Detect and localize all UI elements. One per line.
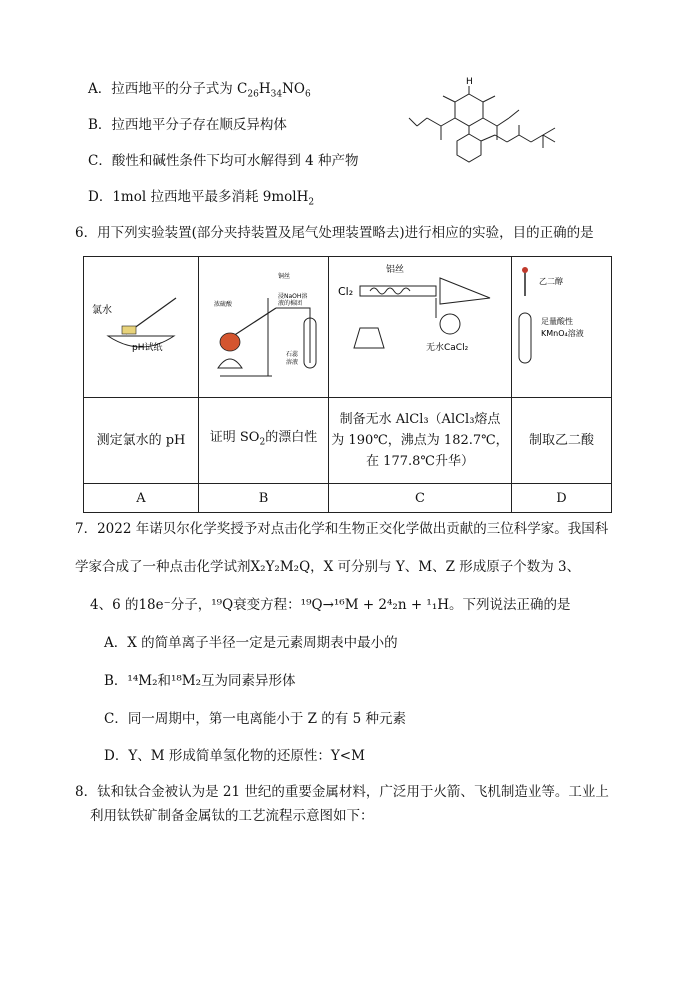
fig-d-label-glycol: 乙二醇 bbox=[538, 276, 563, 286]
apparatus-b-cell bbox=[199, 257, 329, 398]
desc-a: 测定氯水的 pH bbox=[84, 398, 199, 484]
desc-d: 制取乙二酸 bbox=[512, 398, 612, 484]
label-a: A bbox=[84, 484, 199, 513]
fig-d-label-kmno4: KMnO₄溶液 bbox=[540, 328, 584, 338]
fig-b-label-copper: 铜丝 bbox=[277, 272, 290, 280]
experiment-table bbox=[83, 256, 612, 513]
fig-a-label-chlorine-water: 氯水 bbox=[92, 304, 112, 316]
fig-b-label-naoh2: 液的棉团 bbox=[277, 299, 302, 307]
apparatus-c-cell bbox=[329, 257, 512, 398]
q5-option-a: A．拉西地平的分子式为 $C_{26}H_{34}NO_6$ bbox=[88, 81, 311, 100]
label-c: C bbox=[329, 484, 512, 513]
q6-stem: 6．用下列实验装置(部分夹持装置及尾气处理装置略去)进行相应的实验，目的正确的是 bbox=[75, 225, 594, 241]
fig-b-label-acid: 浓硫酸 bbox=[213, 300, 232, 308]
q7-option-b: B．¹⁴M₂和¹⁸M₂互为同素异形体 bbox=[104, 673, 296, 689]
q7-option-d: D．Y、M 形成简单氢化物的还原性：Y<M bbox=[104, 748, 365, 764]
lacidipine-structure-figure bbox=[405, 72, 565, 164]
q7-line-1: 7．2022 年诺贝尔化学奖授予对点击化学和生物正交化学做出贡献的三位科学家。我国科 bbox=[75, 521, 609, 537]
label-d: D bbox=[512, 484, 612, 513]
fig-c-label-cacl2: 无水CaCl₂ bbox=[426, 342, 469, 353]
fig-d-label-acidic: 足量酸性 bbox=[540, 316, 573, 326]
q5-option-c: C．酸性和碱性条件下均可水解得到 4 种产物 bbox=[88, 153, 359, 169]
desc-c: 制备无水 AlCl₃（AlCl₃熔点 为 190℃，沸点为 182.7℃， 在 177.8℃升华） bbox=[329, 398, 512, 484]
apparatus-a-cell bbox=[84, 257, 199, 398]
apparatus-d-cell bbox=[512, 257, 612, 398]
q7-option-a: A．X 的简单离子半径一定是元素周期表中最小的 bbox=[104, 635, 398, 651]
apparatus-a-figure bbox=[86, 258, 196, 393]
desc-b: 证明 $SO_2$的漂白性 bbox=[199, 398, 329, 484]
q7-option-c: C．同一周期中，第一电离能小于 Z 的有 5 种元素 bbox=[104, 711, 406, 727]
q7-line-3: 4、6 的18e⁻分子，¹⁹Q衰变方程：¹⁹Q→¹⁶M + 2⁴₂n + ¹₁H。下列说法正确的是 bbox=[90, 597, 571, 613]
fig-b-label-naoh1: 浸NaOH溶 bbox=[277, 292, 307, 300]
fig-c-label-aluminum: 铝丝 bbox=[386, 264, 405, 275]
q7-line-2: 学家合成了一种点击化学试剂X₂Y₂M₂Q，X 可分别与 Y、M、Z 形成原子个数为 3、 bbox=[75, 559, 581, 575]
fig-b-label-litmus1: 石蕊 bbox=[285, 350, 298, 358]
q8-line-2: 利用钛铁矿制备金属钛的工艺流程示意图如下： bbox=[90, 808, 374, 824]
nh-label: H bbox=[466, 77, 473, 87]
q5-option-d: D．1mol 拉西地平最多消耗 9molH$_2$ bbox=[88, 189, 315, 208]
fig-a-label-ph-paper: pH试纸 bbox=[132, 342, 163, 353]
apparatus-b-figure bbox=[200, 258, 328, 393]
apparatus-c-figure bbox=[330, 258, 510, 393]
apparatus-d-figure bbox=[513, 258, 611, 393]
fig-b-label-litmus2: 溶液 bbox=[285, 358, 298, 366]
q5-option-b: B．拉西地平分子存在顺反异构体 bbox=[88, 117, 287, 133]
fig-c-label-cl2: Cl₂ bbox=[338, 284, 354, 298]
label-b: B bbox=[199, 484, 329, 513]
q8-line-1: 8．钛和钛合金被认为是 21 世纪的重要金属材料，广泛用于火箭、飞机制造业等。工业上 bbox=[75, 784, 609, 800]
